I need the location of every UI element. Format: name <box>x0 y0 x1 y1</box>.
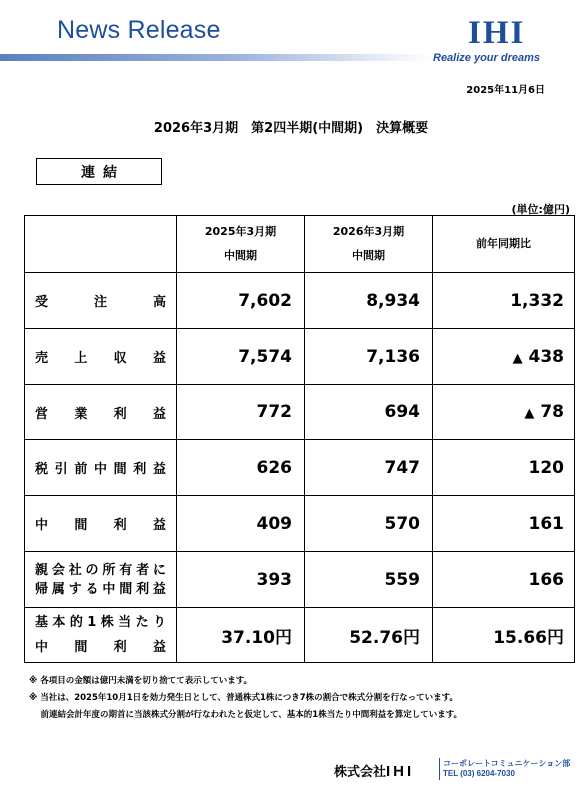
footnote-2: ※ 当社は、2025年10月1日を効力発生日として、普通株式1株につき7株の割合で株式分割を行なっています。 <box>29 693 458 703</box>
label-char: 利 <box>113 518 127 533</box>
label-char: 益 <box>152 406 166 422</box>
label-char: 利 <box>113 640 127 655</box>
label-char: 売 <box>35 351 49 366</box>
header-gradient-bar <box>0 54 432 61</box>
value-prev: 37.10円 <box>177 608 305 663</box>
label-char: 社 <box>68 562 82 578</box>
label-char: 受 <box>35 295 49 310</box>
value-prev: 409 <box>177 496 305 552</box>
row-label-revenue <box>25 329 177 385</box>
value-curr: 559 <box>305 552 433 608</box>
label-char: 益 <box>152 581 166 597</box>
row-label-operating-profit-text <box>35 403 166 422</box>
label-char: 所 <box>102 562 116 578</box>
label-char: る <box>85 581 99 597</box>
value-prev: 7,574 <box>177 329 305 385</box>
value-yoy: 120 <box>433 440 575 496</box>
value-yoy: 161 <box>433 496 575 552</box>
row-label-profit-attributable-line2 <box>35 580 166 599</box>
value-prev: 393 <box>177 552 305 608</box>
label-char: 益 <box>152 518 166 533</box>
label-char: 間 <box>113 462 127 477</box>
value-prev: 772 <box>177 385 305 440</box>
row-label-profit-attributable-line1 <box>35 561 166 580</box>
label-char: 中 <box>102 581 116 597</box>
value-curr: 694 <box>305 385 433 440</box>
label-char: 前 <box>74 462 88 477</box>
label-char: 税 <box>35 462 49 477</box>
value-yoy: 1,332 <box>433 273 575 329</box>
news-release-heading: News Release <box>57 16 221 44</box>
label-char: た <box>135 615 149 630</box>
financial-summary-table <box>24 215 575 663</box>
footnotes <box>29 673 462 724</box>
label-char: 株 <box>100 615 114 630</box>
value-yoy: 15.66円 <box>433 608 575 663</box>
header-yoy <box>433 216 575 273</box>
table-header-row <box>25 216 575 273</box>
label-char: 営 <box>35 406 49 422</box>
document-title: 2026年3月期 第2四半期(中間期) 決算概要 <box>153 121 429 136</box>
footer-company-name: 株式会社 <box>334 765 387 780</box>
unit-note: (単位:億円) <box>511 203 570 216</box>
header-prev-period <box>177 216 305 273</box>
row-label-pretax-profit <box>25 440 177 496</box>
header-empty-cell <box>25 216 177 273</box>
row-label-profit-attributable <box>25 552 177 608</box>
header-prev-period-line1: 2025年3月期 <box>204 225 277 238</box>
row-label-eps-line1 <box>35 610 166 635</box>
label-char: 引 <box>54 462 68 477</box>
label-char: 1 <box>87 615 97 630</box>
label-char: 利 <box>136 581 150 597</box>
label-char: 高 <box>152 295 166 310</box>
label-char: に <box>152 562 166 578</box>
footer-department: コーポレートコミュニケーション部 <box>443 759 571 768</box>
label-char: 間 <box>119 581 133 597</box>
label-char: 者 <box>136 562 150 578</box>
footnote-1: ※ 各項目の金額は億円未満を切り捨てて表示しています。 <box>29 676 253 686</box>
value-yoy: ▲ 78 <box>433 385 575 440</box>
label-char: 中 <box>93 462 107 477</box>
row-label-pretax-profit-text <box>35 458 166 477</box>
row-label-operating-profit <box>25 385 177 440</box>
header-curr-period-line1: 2026年3月期 <box>332 225 405 238</box>
value-prev: 7,602 <box>177 273 305 329</box>
label-char: 収 <box>113 351 127 366</box>
header-curr-period <box>305 216 433 273</box>
table-row <box>25 552 575 608</box>
label-char: 間 <box>74 640 88 655</box>
table-row <box>25 608 575 663</box>
value-curr: 52.76円 <box>305 608 433 663</box>
value-curr: 8,934 <box>305 273 433 329</box>
label-char: 利 <box>113 406 127 422</box>
header-yoy-label: 前年同期比 <box>476 237 531 250</box>
decrease-triangle-icon: ▲ <box>524 406 535 421</box>
label-char: 的 <box>69 615 83 630</box>
value-curr: 570 <box>305 496 433 552</box>
value-curr: 7,136 <box>305 329 433 385</box>
label-char: 業 <box>74 406 88 422</box>
value-yoy: ▲ 438 <box>433 329 575 385</box>
table-row <box>25 329 575 385</box>
label-char: 当 <box>118 615 132 630</box>
table-row <box>25 496 575 552</box>
row-label-interim-profit <box>25 496 177 552</box>
label-char: 益 <box>152 640 166 655</box>
label-char: 属 <box>51 581 65 597</box>
row-label-orders-text <box>35 291 166 310</box>
label-char: 帰 <box>35 581 49 597</box>
release-date: 2025年11月6日 <box>466 85 545 96</box>
decrease-triangle-icon: ▲ <box>512 350 523 366</box>
row-label-eps <box>25 608 177 663</box>
value-curr: 747 <box>305 440 433 496</box>
row-label-revenue-text <box>35 347 166 366</box>
logo-tagline: Realize your dreams <box>433 52 540 64</box>
footnote-3: 前連結会計年度の期首に当該株式分割が行なわれたと仮定して、基本的1株当たり中間利益を算定しています。 <box>29 710 463 720</box>
row-label-interim-profit-text <box>35 514 166 533</box>
label-char: す <box>68 581 82 597</box>
table-row <box>25 385 575 440</box>
ihi-logo: IHI <box>468 15 526 51</box>
label-char: 注 <box>93 295 107 310</box>
label-char: 上 <box>74 351 88 366</box>
label-char: 益 <box>152 462 166 477</box>
row-label-eps-line2 <box>35 635 166 660</box>
consolidated-badge: 連結 <box>36 158 162 185</box>
label-char: 利 <box>133 462 147 477</box>
header-prev-period-line2: 中間期 <box>224 249 257 262</box>
footer-company-ihi: IHI <box>386 763 415 780</box>
label-char: 会 <box>51 562 65 578</box>
label-char: 有 <box>119 562 133 578</box>
label-char: 基 <box>35 615 49 630</box>
label-char: 本 <box>52 615 66 630</box>
label-char: 間 <box>74 518 88 533</box>
value-prev: 626 <box>177 440 305 496</box>
label-char: 益 <box>152 351 166 366</box>
label-char: 中 <box>35 518 49 533</box>
footer-divider <box>439 758 440 780</box>
table-row <box>25 273 575 329</box>
label-char: り <box>152 615 166 630</box>
row-label-orders <box>25 273 177 329</box>
label-char: 親 <box>35 562 49 578</box>
value-yoy: 166 <box>433 552 575 608</box>
header-curr-period-line2: 中間期 <box>352 249 385 262</box>
label-char: 中 <box>35 640 49 655</box>
table-row <box>25 440 575 496</box>
footer-company <box>334 761 414 780</box>
footer-telephone: TEL (03) 6204-7030 <box>443 769 515 778</box>
label-char: の <box>85 562 99 578</box>
